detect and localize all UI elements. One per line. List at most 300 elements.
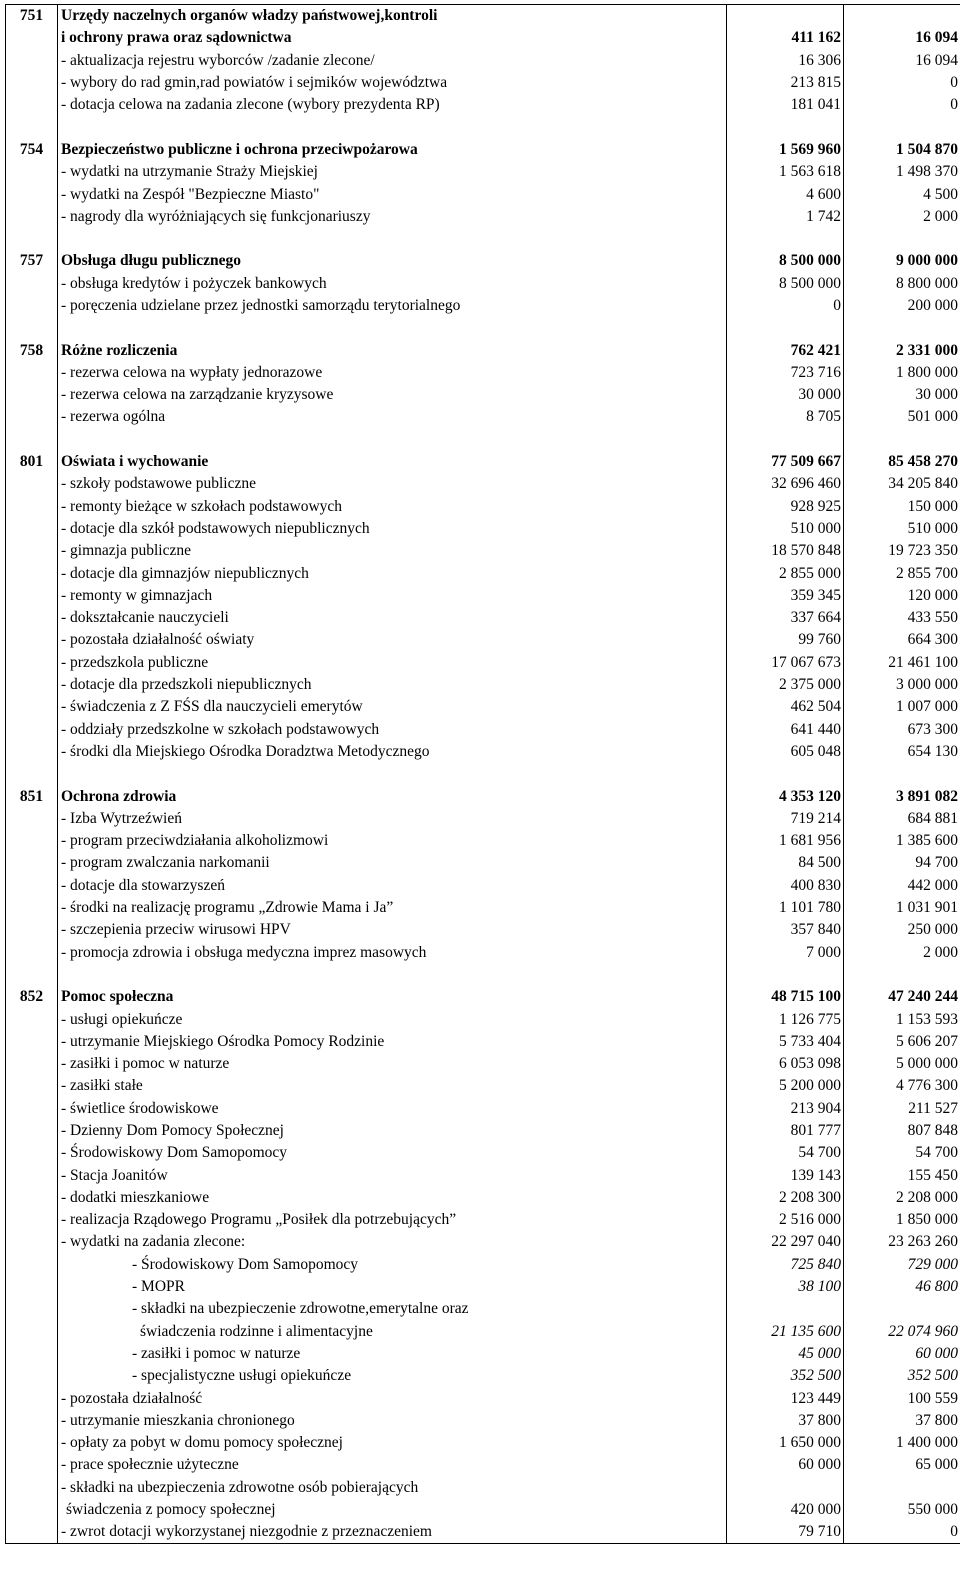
- item-label-cell: - Środowiskowy Dom Samopomocy: [58, 1142, 727, 1164]
- amount-cell-2: 16 094: [844, 27, 960, 49]
- section-code-cell: [6, 1298, 58, 1320]
- amount-cell-2: 664 300: [844, 629, 960, 651]
- section-code-cell: [6, 941, 58, 963]
- amount-cell-1: 510 000: [727, 518, 844, 540]
- amount-cell-1: 38 100: [727, 1276, 844, 1298]
- section-code-cell: [6, 919, 58, 941]
- section-code-cell: [6, 1031, 58, 1053]
- item-label-cell: - opłaty za pobyt w domu pomocy społecznej: [58, 1432, 727, 1454]
- amount-cell-1: [727, 763, 844, 785]
- amount-cell-1: 762 421: [727, 339, 844, 361]
- section-code-cell: [6, 741, 58, 763]
- amount-cell-2: 2 208 000: [844, 1187, 960, 1209]
- item-label-cell: świadczenia rodzinne i alimentacyjne: [58, 1321, 727, 1343]
- budget-table: [5, 4, 960, 1544]
- amount-cell-2: 0: [844, 1521, 960, 1544]
- amount-cell-2: 85 458 270: [844, 451, 960, 473]
- section-row: [6, 451, 960, 473]
- section-code-cell: [6, 897, 58, 919]
- table-row: [6, 875, 960, 897]
- section-row: [6, 785, 960, 807]
- amount-cell-2: 2 855 700: [844, 562, 960, 584]
- item-label-cell: - przedszkola publiczne: [58, 652, 727, 674]
- amount-cell-2: 4 776 300: [844, 1075, 960, 1097]
- item-label-cell: - prace społecznie użyteczne: [58, 1454, 727, 1476]
- item-label-cell: - zasiłki i pomoc w naturze: [58, 1053, 727, 1075]
- amount-cell-2: 684 881: [844, 808, 960, 830]
- amount-cell-2: 22 074 960: [844, 1321, 960, 1343]
- amount-cell-2: 21 461 100: [844, 652, 960, 674]
- table-row: [6, 72, 960, 94]
- amount-cell-1: 462 504: [727, 696, 844, 718]
- amount-cell-2: 807 848: [844, 1120, 960, 1142]
- spacer-row: [6, 228, 960, 250]
- section-code-cell: [6, 696, 58, 718]
- amount-cell-1: [727, 964, 844, 986]
- section-code-cell: [6, 1142, 58, 1164]
- amount-cell-1: 45 000: [727, 1343, 844, 1365]
- amount-cell-2: 442 000: [844, 875, 960, 897]
- amount-cell-2: 352 500: [844, 1365, 960, 1387]
- item-label-cell: Urzędy naczelnych organów władzy państwowej,kontroli: [58, 5, 727, 28]
- section-code-cell: [6, 1164, 58, 1186]
- amount-cell-1: 8 500 000: [727, 273, 844, 295]
- amount-cell-1: 8 705: [727, 406, 844, 428]
- amount-cell-1: 213 904: [727, 1098, 844, 1120]
- table-row: [6, 652, 960, 674]
- spacer-row: [6, 763, 960, 785]
- section-code-cell: [6, 429, 58, 451]
- amount-cell-2: 211 527: [844, 1098, 960, 1120]
- table-row: [6, 94, 960, 116]
- amount-cell-1: 4 600: [727, 183, 844, 205]
- table-row: [6, 696, 960, 718]
- amount-cell-1: 1 101 780: [727, 897, 844, 919]
- amount-cell-1: 18 570 848: [727, 540, 844, 562]
- section-code-cell: 852: [6, 986, 58, 1008]
- item-label-cell: - program przeciwdziałania alkoholizmowi: [58, 830, 727, 852]
- amount-cell-1: [727, 429, 844, 451]
- amount-cell-2: 46 800: [844, 1276, 960, 1298]
- table-row: [6, 161, 960, 183]
- amount-cell-1: 77 509 667: [727, 451, 844, 473]
- amount-cell-2: 1 504 870: [844, 139, 960, 161]
- section-code-cell: [6, 1454, 58, 1476]
- item-label-cell: - utrzymanie Miejskiego Ośrodka Pomocy Rodzinie: [58, 1031, 727, 1053]
- amount-cell-1: 84 500: [727, 852, 844, 874]
- item-label-cell: Bezpieczeństwo publiczne i ochrona przeciwpożarowa: [58, 139, 727, 161]
- amount-cell-2: 1 007 000: [844, 696, 960, 718]
- amount-cell-1: 7 000: [727, 941, 844, 963]
- section-code-cell: [6, 50, 58, 72]
- item-label-cell: - gimnazja publiczne: [58, 540, 727, 562]
- item-label-cell: - remonty w gimnazjach: [58, 585, 727, 607]
- amount-cell-1: [727, 1477, 844, 1499]
- section-code-cell: [6, 1098, 58, 1120]
- section-code-cell: [6, 1410, 58, 1432]
- amount-cell-2: [844, 1477, 960, 1499]
- amount-cell-1: 16 306: [727, 50, 844, 72]
- table-row: [6, 406, 960, 428]
- table-row: [6, 362, 960, 384]
- table-row: [6, 741, 960, 763]
- table-row: [6, 518, 960, 540]
- item-label-cell: - Stacja Joanitów: [58, 1164, 727, 1186]
- amount-cell-1: 21 135 600: [727, 1321, 844, 1343]
- amount-cell-2: 19 723 350: [844, 540, 960, 562]
- table-row: [6, 1098, 960, 1120]
- amount-cell-2: [844, 964, 960, 986]
- item-label-cell: - Dzienny Dom Pomocy Społecznej: [58, 1120, 727, 1142]
- table-row: [6, 1321, 960, 1343]
- amount-cell-2: 2 000: [844, 941, 960, 963]
- table-row: [6, 1521, 960, 1544]
- item-label-cell: [58, 964, 727, 986]
- section-code-cell: 851: [6, 785, 58, 807]
- item-label-cell: - świadczenia z Z FŚS dla nauczycieli emerytów: [58, 696, 727, 718]
- amount-cell-2: 550 000: [844, 1499, 960, 1521]
- section-code-cell: [6, 1209, 58, 1231]
- item-label-cell: - remonty bieżące w szkołach podstawowych: [58, 496, 727, 518]
- amount-cell-1: 2 855 000: [727, 562, 844, 584]
- table-row: [6, 1343, 960, 1365]
- item-label-cell: - szkoły podstawowe publiczne: [58, 473, 727, 495]
- section-code-cell: [6, 1120, 58, 1142]
- table-row: [6, 1454, 960, 1476]
- item-label-cell: - dokształcanie nauczycieli: [58, 607, 727, 629]
- item-label-cell: - świetlice środowiskowe: [58, 1098, 727, 1120]
- section-code-cell: [6, 518, 58, 540]
- amount-cell-1: [727, 1298, 844, 1320]
- amount-cell-1: 359 345: [727, 585, 844, 607]
- item-label-cell: Oświata i wychowanie: [58, 451, 727, 473]
- amount-cell-2: 2 331 000: [844, 339, 960, 361]
- item-label-cell: - usługi opiekuńcze: [58, 1008, 727, 1030]
- table-row: [6, 183, 960, 205]
- amount-cell-1: 4 353 120: [727, 785, 844, 807]
- table-row: [6, 384, 960, 406]
- amount-cell-2: 155 450: [844, 1164, 960, 1186]
- amount-cell-1: [727, 228, 844, 250]
- item-label-cell: - nagrody dla wyróżniających się funkcjonariuszy: [58, 206, 727, 228]
- table-row: [6, 1008, 960, 1030]
- amount-cell-2: 0: [844, 72, 960, 94]
- amount-cell-1: 1 650 000: [727, 1432, 844, 1454]
- amount-cell-1: 1 569 960: [727, 139, 844, 161]
- item-label-cell: - dotacje dla gimnazjów niepublicznych: [58, 562, 727, 584]
- table-row: [6, 1031, 960, 1053]
- section-row: [6, 339, 960, 361]
- amount-cell-1: 1 126 775: [727, 1008, 844, 1030]
- section-code-cell: [6, 719, 58, 741]
- amount-cell-1: 1 563 618: [727, 161, 844, 183]
- section-code-cell: 754: [6, 139, 58, 161]
- section-code-cell: [6, 1231, 58, 1253]
- section-code-cell: [6, 585, 58, 607]
- item-label-cell: Ochrona zdrowia: [58, 785, 727, 807]
- amount-cell-2: 5 606 207: [844, 1031, 960, 1053]
- item-label-cell: [58, 116, 727, 138]
- amount-cell-1: 641 440: [727, 719, 844, 741]
- table-row: [6, 27, 960, 49]
- section-code-cell: [6, 1187, 58, 1209]
- amount-cell-1: 411 162: [727, 27, 844, 49]
- section-code-cell: [6, 1008, 58, 1030]
- section-code-cell: [6, 406, 58, 428]
- item-label-cell: - Środowiskowy Dom Samopomocy: [58, 1254, 727, 1276]
- amount-cell-1: 79 710: [727, 1521, 844, 1544]
- amount-cell-1: 719 214: [727, 808, 844, 830]
- amount-cell-2: 94 700: [844, 852, 960, 874]
- amount-cell-2: 1 031 901: [844, 897, 960, 919]
- amount-cell-2: 1 850 000: [844, 1209, 960, 1231]
- item-label-cell: - rezerwa ogólna: [58, 406, 727, 428]
- section-code-cell: [6, 1521, 58, 1544]
- table-row: [6, 852, 960, 874]
- amount-cell-2: 0: [844, 94, 960, 116]
- amount-cell-1: 2 375 000: [727, 674, 844, 696]
- amount-cell-1: 605 048: [727, 741, 844, 763]
- item-label-cell: - Izba Wytrzeźwień: [58, 808, 727, 830]
- amount-cell-1: [727, 317, 844, 339]
- section-code-cell: [6, 1321, 58, 1343]
- amount-cell-2: 8 800 000: [844, 273, 960, 295]
- section-row: [6, 986, 960, 1008]
- amount-cell-1: 357 840: [727, 919, 844, 941]
- amount-cell-2: 1 498 370: [844, 161, 960, 183]
- table-row: [6, 1276, 960, 1298]
- section-code-cell: [6, 652, 58, 674]
- item-label-cell: [58, 317, 727, 339]
- spacer-row: [6, 317, 960, 339]
- amount-cell-1: 213 815: [727, 72, 844, 94]
- item-label-cell: - zasiłki i pomoc w naturze: [58, 1343, 727, 1365]
- amount-cell-2: 510 000: [844, 518, 960, 540]
- amount-cell-1: 123 449: [727, 1387, 844, 1409]
- item-label-cell: - pozostała działalność oświaty: [58, 629, 727, 651]
- section-code-cell: [6, 317, 58, 339]
- table-row: [6, 719, 960, 741]
- table-row: [6, 1477, 960, 1499]
- table-row: [6, 1053, 960, 1075]
- table-row: [6, 1142, 960, 1164]
- amount-cell-1: 181 041: [727, 94, 844, 116]
- table-row: [6, 1365, 960, 1387]
- section-code-cell: [6, 629, 58, 651]
- section-code-cell: [6, 763, 58, 785]
- table-row: [6, 1209, 960, 1231]
- amount-cell-2: 433 550: [844, 607, 960, 629]
- amount-cell-1: 801 777: [727, 1120, 844, 1142]
- table-row: [6, 473, 960, 495]
- section-code-cell: [6, 183, 58, 205]
- item-label-cell: - zwrot dotacji wykorzystanej niezgodnie z przeznaczeniem: [58, 1521, 727, 1544]
- item-label-cell: Obsługa długu publicznego: [58, 250, 727, 272]
- item-label-cell: świadczenia z pomocy społecznej: [58, 1499, 727, 1521]
- amount-cell-2: 200 000: [844, 295, 960, 317]
- item-label-cell: - środki dla Miejskiego Ośrodka Doradztwa Metodycznego: [58, 741, 727, 763]
- section-code-cell: [6, 607, 58, 629]
- amount-cell-1: 928 925: [727, 496, 844, 518]
- item-label-cell: - promocja zdrowia i obsługa medyczna imprez masowych: [58, 941, 727, 963]
- amount-cell-2: 23 263 260: [844, 1231, 960, 1253]
- amount-cell-1: 725 840: [727, 1254, 844, 1276]
- amount-cell-1: 54 700: [727, 1142, 844, 1164]
- item-label-cell: - dotacja celowa na zadania zlecone (wybory prezydenta RP): [58, 94, 727, 116]
- item-label-cell: - dotacje dla przedszkoli niepublicznych: [58, 674, 727, 696]
- amount-cell-1: 48 715 100: [727, 986, 844, 1008]
- section-code-cell: [6, 1477, 58, 1499]
- amount-cell-1: 420 000: [727, 1499, 844, 1521]
- section-code-cell: [6, 72, 58, 94]
- section-code-cell: [6, 1387, 58, 1409]
- amount-cell-2: 501 000: [844, 406, 960, 428]
- table-row: [6, 1120, 960, 1142]
- item-label-cell: - realizacja Rządowego Programu „Posiłek dla potrzebujących”: [58, 1209, 727, 1231]
- spacer-row: [6, 964, 960, 986]
- table-row: [6, 1298, 960, 1320]
- amount-cell-1: 32 696 460: [727, 473, 844, 495]
- item-label-cell: [58, 228, 727, 250]
- item-label-cell: - poręczenia udzielane przez jednostki samorządu terytorialnego: [58, 295, 727, 317]
- item-label-cell: - MOPR: [58, 1276, 727, 1298]
- table-row: [6, 1254, 960, 1276]
- amount-cell-1: 352 500: [727, 1365, 844, 1387]
- item-label-cell: - wydatki na utrzymanie Straży Miejskiej: [58, 161, 727, 183]
- amount-cell-2: [844, 1298, 960, 1320]
- amount-cell-2: [844, 116, 960, 138]
- amount-cell-1: 723 716: [727, 362, 844, 384]
- item-label-cell: - dodatki mieszkaniowe: [58, 1187, 727, 1209]
- amount-cell-1: 2 208 300: [727, 1187, 844, 1209]
- table-row: [6, 50, 960, 72]
- section-code-cell: [6, 228, 58, 250]
- item-label-cell: Różne rozliczenia: [58, 339, 727, 361]
- item-label-cell: - wydatki na zadania zlecone:: [58, 1231, 727, 1253]
- amount-cell-1: 99 760: [727, 629, 844, 651]
- budget-table-body: [6, 5, 960, 1544]
- amount-cell-2: 120 000: [844, 585, 960, 607]
- spacer-row: [6, 429, 960, 451]
- amount-cell-1: 337 664: [727, 607, 844, 629]
- section-code-cell: 751: [6, 5, 58, 28]
- section-code-cell: [6, 808, 58, 830]
- amount-cell-2: 47 240 244: [844, 986, 960, 1008]
- amount-cell-1: 60 000: [727, 1454, 844, 1476]
- section-code-cell: [6, 562, 58, 584]
- amount-cell-2: 16 094: [844, 50, 960, 72]
- section-code-cell: [6, 540, 58, 562]
- item-label-cell: - wydatki na Zespół "Bezpieczne Miasto": [58, 183, 727, 205]
- item-label-cell: Pomoc społeczna: [58, 986, 727, 1008]
- table-row: [6, 1432, 960, 1454]
- amount-cell-1: 139 143: [727, 1164, 844, 1186]
- item-label-cell: [58, 763, 727, 785]
- section-code-cell: [6, 830, 58, 852]
- item-label-cell: - składki na ubezpieczenie zdrowotne,emerytalne oraz: [58, 1298, 727, 1320]
- amount-cell-1: 8 500 000: [727, 250, 844, 272]
- spacer-row: [6, 116, 960, 138]
- section-code-cell: [6, 852, 58, 874]
- amount-cell-1: 17 067 673: [727, 652, 844, 674]
- amount-cell-2: 4 500: [844, 183, 960, 205]
- amount-cell-2: 34 205 840: [844, 473, 960, 495]
- item-label-cell: - szczepienia przeciw wirusowi HPV: [58, 919, 727, 941]
- item-label-cell: - pozostała działalność: [58, 1387, 727, 1409]
- amount-cell-2: 5 000 000: [844, 1053, 960, 1075]
- amount-cell-2: 65 000: [844, 1454, 960, 1476]
- section-code-cell: [6, 27, 58, 49]
- table-row: [6, 629, 960, 651]
- section-code-cell: [6, 875, 58, 897]
- item-label-cell: - środki na realizację programu „Zdrowie Mama i Ja”: [58, 897, 727, 919]
- amount-cell-2: 654 130: [844, 741, 960, 763]
- amount-cell-2: 2 000: [844, 206, 960, 228]
- table-row: [6, 808, 960, 830]
- table-row: [6, 897, 960, 919]
- section-code-cell: [6, 473, 58, 495]
- table-row: [6, 1387, 960, 1409]
- amount-cell-1: [727, 116, 844, 138]
- item-label-cell: - zasiłki stałe: [58, 1075, 727, 1097]
- section-code-cell: [6, 362, 58, 384]
- item-label-cell: - wybory do rad gmin,rad powiatów i sejmików województwa: [58, 72, 727, 94]
- amount-cell-2: 54 700: [844, 1142, 960, 1164]
- item-label-cell: - dotacje dla szkół podstawowych niepublicznych: [58, 518, 727, 540]
- section-row: [6, 139, 960, 161]
- section-code-cell: [6, 1254, 58, 1276]
- section-code-cell: [6, 674, 58, 696]
- amount-cell-2: 250 000: [844, 919, 960, 941]
- amount-cell-1: [727, 5, 844, 28]
- section-row: [6, 5, 960, 28]
- amount-cell-2: 1 153 593: [844, 1008, 960, 1030]
- amount-cell-2: [844, 429, 960, 451]
- section-code-cell: [6, 273, 58, 295]
- section-code-cell: 758: [6, 339, 58, 361]
- section-code-cell: [6, 1365, 58, 1387]
- table-row: [6, 562, 960, 584]
- amount-cell-2: 729 000: [844, 1254, 960, 1276]
- table-row: [6, 919, 960, 941]
- section-code-cell: 757: [6, 250, 58, 272]
- amount-cell-1: 30 000: [727, 384, 844, 406]
- item-label-cell: - rezerwa celowa na wypłaty jednorazowe: [58, 362, 727, 384]
- amount-cell-2: 37 800: [844, 1410, 960, 1432]
- table-row: [6, 496, 960, 518]
- item-label-cell: - dotacje dla stowarzyszeń: [58, 875, 727, 897]
- item-label-cell: - obsługa kredytów i pożyczek bankowych: [58, 273, 727, 295]
- amount-cell-2: 3 000 000: [844, 674, 960, 696]
- amount-cell-2: 673 300: [844, 719, 960, 741]
- section-code-cell: [6, 94, 58, 116]
- amount-cell-2: 1 385 600: [844, 830, 960, 852]
- table-row: [6, 206, 960, 228]
- item-label-cell: - rezerwa celowa na zarządzanie kryzysowe: [58, 384, 727, 406]
- amount-cell-1: 1 742: [727, 206, 844, 228]
- amount-cell-2: 9 000 000: [844, 250, 960, 272]
- table-row: [6, 1499, 960, 1521]
- amount-cell-2: 60 000: [844, 1343, 960, 1365]
- table-row: [6, 607, 960, 629]
- item-label-cell: - program zwalczania narkomanii: [58, 852, 727, 874]
- table-row: [6, 941, 960, 963]
- section-code-cell: [6, 1499, 58, 1521]
- section-code-cell: [6, 1075, 58, 1097]
- table-row: [6, 295, 960, 317]
- section-code-cell: [6, 1343, 58, 1365]
- amount-cell-2: 30 000: [844, 384, 960, 406]
